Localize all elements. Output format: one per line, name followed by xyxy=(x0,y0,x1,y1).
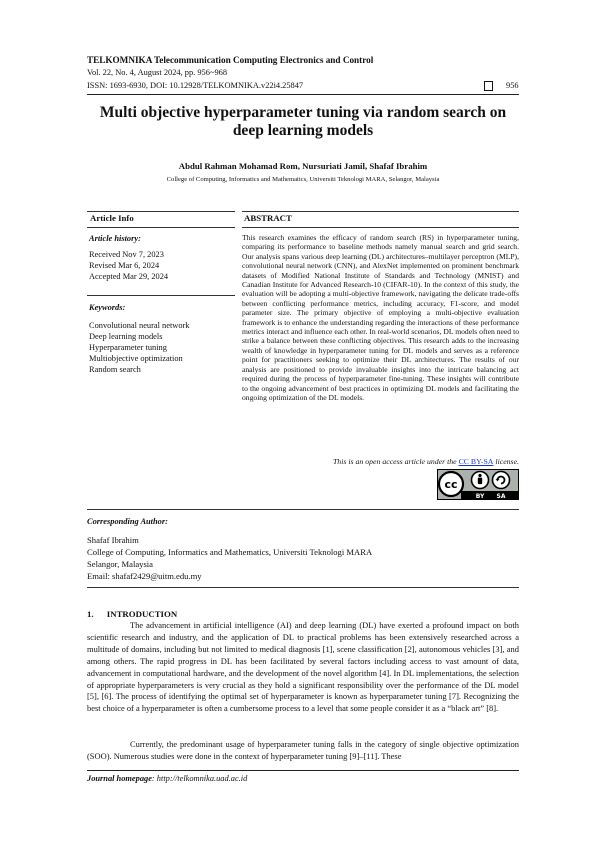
authors: Abdul Rahman Mohamad Rom, Nursuriati Jamil, Shafaf Ibrahim xyxy=(178,161,428,171)
homepage-label: Journal homepage xyxy=(87,774,152,783)
accepted-date: Accepted Mar 29, 2024 xyxy=(89,272,169,281)
page-box-icon xyxy=(484,81,493,91)
abstract-text: This research examines the efficacy of random search (RS) in hyperparameter tuning, comparing its performance to baseline methods namely manual search and grid search. Our analysis spans various deep learning (DL) architectures–multilayer perceptron (MLP), convolutional neural network (CNN), and AlexNet implemented on prominent benchmark datasets of Modified National Institute of Standards and Technology (MNIST) and Canadian Institute for Advanced Research-10 (CIFAR-10). In the context of this study, the evaluation will be adopting a multi-objective framework, navigating the delicate trade-offs between conflicting performance metrics, including accuracy, F1-score, and model parameter size. The primary objective of employing a multi-objective evaluation framework is to enhance the understanding regarding the interactions of these performance metrics interact and influence each other. In real-world scenarios, DL models often need to strike a balance between these conflicting objectives. This research adds to the increasing wealth of knowledge in hyperparameter tuning for DL models and serves as a reference point for practitioners seeking to optimize their DL architectures. The results of our analysis are positioned to provide invaluable insights into the intricate balancing act required during the process of hyperparameter fine-tuning. These insights will contribute to the ongoing advancement of best practices in optimizing DL models and facilitating the ongoing optimization of the DL models. xyxy=(242,233,519,402)
header-divider xyxy=(87,94,519,95)
abstract-mid-rule xyxy=(242,227,519,228)
volume-info: Vol. 22, No. 4, August 2024, pp. 956~968 xyxy=(87,68,228,77)
title-line-1: Multi objective hyperparameter tuning via random search on xyxy=(99,104,507,121)
title-line-2: deep learning models xyxy=(232,122,374,139)
corresponding-bottom-rule xyxy=(87,587,519,588)
keywords-heading: Keywords: xyxy=(89,303,126,312)
author-email: Email: shafaf2429@uitm.edu.my xyxy=(87,571,202,581)
article-info-heading: Article Info xyxy=(90,213,134,223)
author-location: Selangor, Malaysia xyxy=(87,559,154,569)
homepage-url[interactable]: : http://telkomnika.uad.ac.id xyxy=(151,774,248,783)
page-number: 956 xyxy=(506,81,519,90)
history-list xyxy=(89,249,168,282)
abstract-heading: ABSTRACT xyxy=(244,213,292,223)
abstract-top-rule xyxy=(242,211,519,212)
keyword-item: Multiobjective optimization xyxy=(89,354,183,363)
author-name: Shafaf Ibrahim xyxy=(87,535,139,545)
history-heading: Article history: xyxy=(89,234,141,243)
intro-paragraph-1: The advancement in artificial intelligence (AI) and deep learning (DL) have exerted a profound impact on both scientific research and industry, and the application of DL to practical problems has been extensively researched across a multitude of domains, including but not limited to medical diagnosis [1], scene classification [2], autonomous vehicles [3], and among others. The rapid progress in DL has been facilitated by several factors including access to vast amount of data, advancement in computational hardware, and the development of the novel algorithm [4]. In DL implementations, the selection of appropriate hyperparameters is very crucial as they hold a significant responsibility over the performance of the DL model [5], [6]. The process of identifying the optimal set of hyperparameter is known as hyperparameter tuning [7]. Recognizing the best choice of a hyperparameter is often a cumbersome process to a level that some people consider it as a “black art” [8]. xyxy=(87,620,519,714)
badge-by-text: BY xyxy=(475,493,485,500)
cc-by-sa-badge-icon[interactable] xyxy=(437,469,519,500)
journal-name: TELKOMNIKA Telecommunication Computing Electronics and Control xyxy=(87,55,374,65)
keywords-rule xyxy=(87,295,235,296)
badge-cc-text: cc xyxy=(444,478,458,491)
keyword-item: Deep learning models xyxy=(89,332,163,341)
intro-paragraph-2: Currently, the predominant usage of hyperparameter tuning falls in the category of single objective optimization (SOO). Numerous studies were done in the context of hyperparameter tuning [9]–[11]. These xyxy=(87,739,519,761)
open-access-suffix: license. xyxy=(493,457,519,466)
article-info-mid-rule xyxy=(87,227,235,228)
open-access-note xyxy=(242,457,519,466)
revised-date: Revised Mar 6, 2024 xyxy=(89,261,160,270)
affiliation: College of Computing, Informatics and Mathematics, Universiti Teknologi MARA, Selangor, Malaysia xyxy=(166,176,440,183)
journal-homepage xyxy=(87,774,247,783)
paper-title xyxy=(87,104,519,140)
received-date: Received Nov 7, 2023 xyxy=(89,250,164,259)
article-info-top-rule xyxy=(87,211,235,212)
introduction-heading: 1. INTRODUCTION xyxy=(87,609,178,619)
keyword-item: Convolutional neural network xyxy=(89,321,190,330)
open-access-prefix: This is an open access article under the xyxy=(332,457,459,466)
badge-sa-text: SA xyxy=(496,493,506,500)
corresponding-heading: Corresponding Author: xyxy=(87,517,168,526)
corresponding-block xyxy=(87,534,372,582)
issn-doi: ISSN: 1693-6930, DOI: 10.12928/TELKOMNIKA.v22i4.25847 xyxy=(87,81,304,90)
footer-divider xyxy=(87,770,519,771)
license-link[interactable]: CC BY-SA xyxy=(458,457,494,466)
author-dept: College of Computing, Informatics and Mathematics, Universiti Teknologi MARA xyxy=(87,547,373,557)
keyword-item: Hyperparameter tuning xyxy=(89,343,167,352)
keywords-list xyxy=(89,320,189,375)
keyword-item: Random search xyxy=(89,365,141,374)
corresponding-top-rule xyxy=(87,509,519,510)
